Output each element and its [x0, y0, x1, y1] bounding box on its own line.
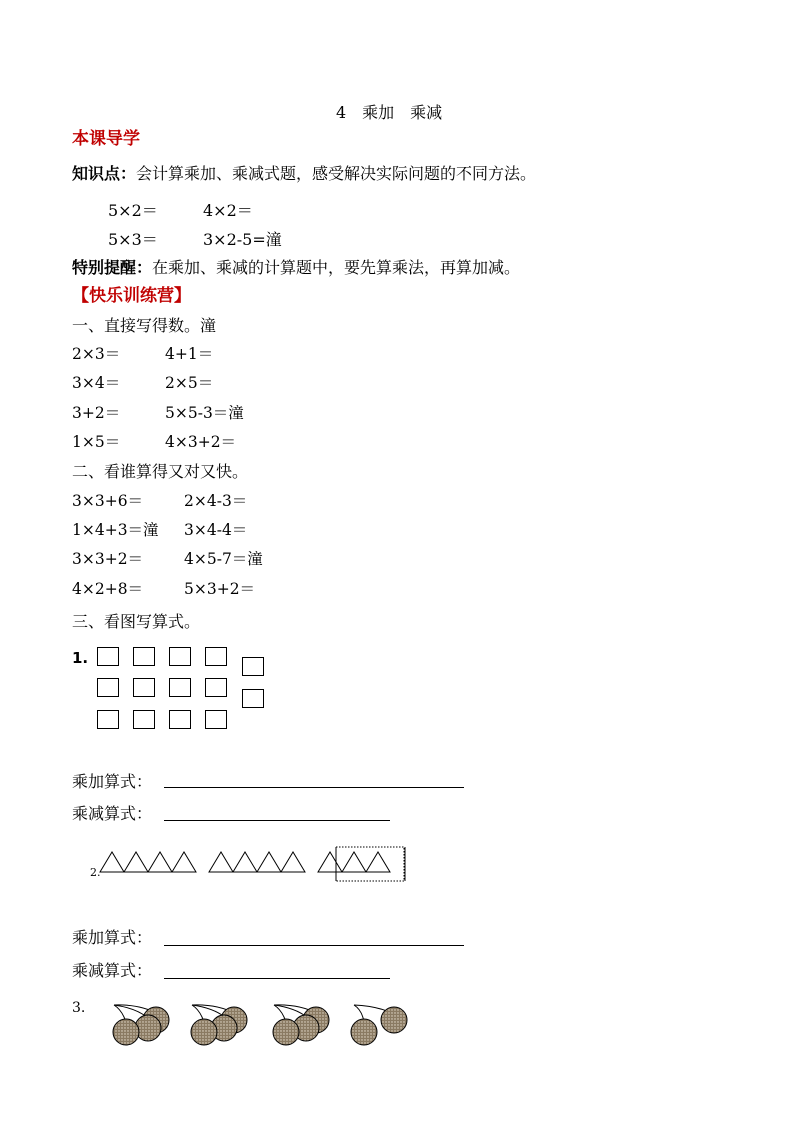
s2-r2-a: 1×4+3＝潼 [72, 521, 159, 539]
square [133, 678, 155, 697]
s2-r4-a: 4×2+8＝ [72, 580, 144, 598]
triangle-group-2 [209, 852, 305, 872]
s2-r3-a: 3×3+2＝ [72, 550, 144, 568]
example-2b: 3×2-5=潼 [203, 230, 282, 249]
q1-mul-add-label: 乘加算式： [72, 772, 153, 791]
s2-r3-b: 4×5-7＝潼 [184, 550, 263, 568]
square [169, 678, 191, 697]
square [97, 678, 119, 697]
cherry-group-3 [273, 1005, 329, 1045]
section2-title: 二、看谁算得又对又快。 [72, 462, 249, 481]
s1-r1-b: 4+1＝ [165, 345, 214, 363]
q2-mul-add-label: 乘加算式： [72, 928, 153, 947]
q2-mul-sub-answer-line[interactable] [164, 978, 390, 979]
square [242, 689, 264, 708]
square [133, 647, 155, 666]
square [169, 647, 191, 666]
s2-r4-b: 5×3+2＝ [184, 580, 256, 598]
knowledge-label: 知识点： [72, 164, 137, 183]
triangle-group-1 [100, 852, 196, 872]
example-1b: 4×2＝ [203, 201, 253, 220]
reminder-label: 特别提醒： [72, 258, 153, 277]
cherry-group-1 [113, 1005, 169, 1045]
q2-number: 2. [90, 866, 101, 879]
q1-mul-sub-label: 乘减算式： [72, 804, 153, 823]
special-reminder [72, 258, 520, 278]
section3-title: 三、看图写算式。 [72, 612, 201, 631]
s1-r3-a: 3+2＝ [72, 404, 121, 422]
square [205, 678, 227, 697]
s1-r4-b: 4×3+2＝ [165, 433, 237, 451]
reminder-text: 在乘加、乘减的计算题中，要先算乘法，再算加减。 [152, 258, 521, 277]
q3-number: 3. [72, 1000, 86, 1016]
q1-mul-sub-answer-line[interactable] [164, 820, 390, 821]
s2-r1-b: 2×4-3＝ [184, 492, 248, 510]
section1-title: 一、直接写得数。潼 [72, 316, 217, 335]
square [169, 710, 191, 729]
s2-r1-a: 3×3+6＝ [72, 492, 144, 510]
s1-r2-a: 3×4＝ [72, 374, 121, 392]
s1-r2-b: 2×5＝ [165, 374, 214, 392]
camp-heading: 【快乐训练营】 [72, 286, 191, 306]
cherry-group-4 [351, 1005, 407, 1045]
example-1a: 5×2＝ [108, 201, 158, 220]
q2-triangle-groups [96, 843, 416, 885]
example-2a: 5×3＝ [108, 230, 158, 249]
square [133, 710, 155, 729]
guide-heading: 本课导学 [72, 129, 140, 149]
cherry-group-2 [191, 1005, 247, 1045]
square [205, 647, 227, 666]
s1-r4-a: 1×5＝ [72, 433, 121, 451]
square [97, 710, 119, 729]
q2-mul-add-answer-line[interactable] [164, 945, 464, 946]
q3-cherry-groups [100, 1000, 420, 1050]
knowledge-point [72, 164, 536, 184]
square [242, 657, 264, 676]
s1-r1-a: 2×3＝ [72, 345, 121, 363]
q2-mul-sub-label: 乘减算式： [72, 961, 153, 980]
s2-r2-b: 3×4-4＝ [184, 521, 248, 539]
square [97, 647, 119, 666]
page-title: 4 乘加 乘减 [336, 103, 443, 122]
q1-mul-add-answer-line[interactable] [164, 787, 464, 788]
s1-r3-b: 5×5-3＝潼 [165, 404, 244, 422]
q1-number: 1. [72, 649, 89, 667]
triangle-group-3 [318, 847, 405, 881]
knowledge-text: 会计算乘加、乘减式题，感受解决实际问题的不同方法。 [136, 164, 537, 183]
square [205, 710, 227, 729]
